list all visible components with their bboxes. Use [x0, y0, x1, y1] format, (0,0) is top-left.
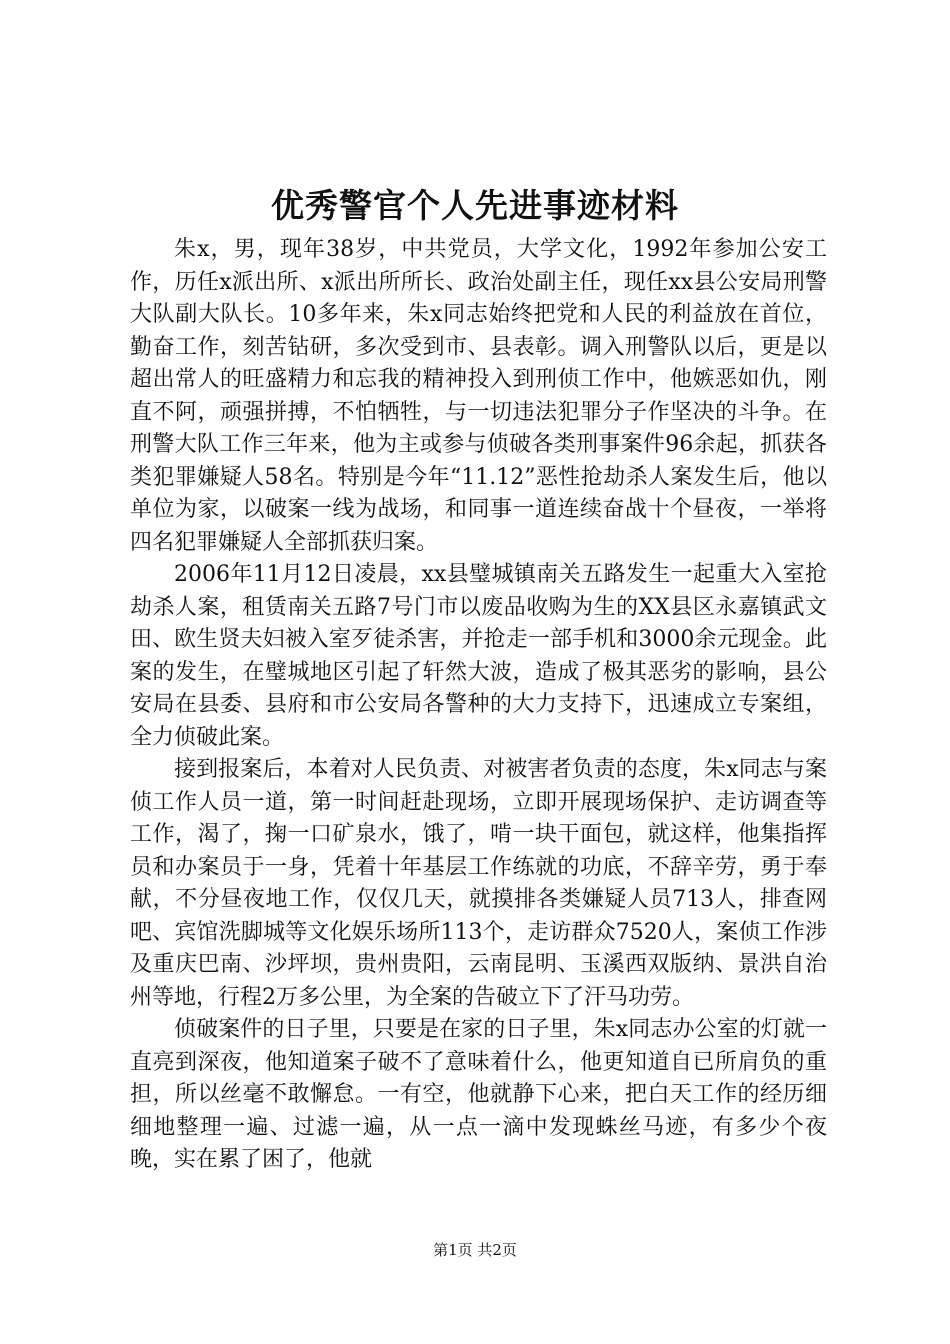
paragraph: 朱x，男，现年38岁，中共党员，大学文化，1992年参加公安工作，历任x派出所、x派出所所长、政治处副主任，现任xx县公安局刑警大队副大队长。10多年来，朱x同志始终把党和人民的利益放在首位，勤奋工作，刻苦钻研，多次受到市、县表彰。调入刑警队以后，更是以超出常人的旺盛精力和忘我的精神投入到刑侦工作中，他嫉恶如仇，刚直不阿，顽强拼搏，不怕牺牲，与一切违法犯罪分子作坚决的斗争。在刑警大队工作三年来，他为主或参与侦破各类刑事案件96余起，抓获各类犯罪嫌疑人58名。特别是今年“11.12”恶性抢劫杀人案发生后，他以单位为家，以破案一线为战场，和同事一道连续奋战十个昼夜，一举将四名犯罪嫌疑人全部抓获归案。 — [130, 237, 827, 555]
document-body — [130, 234, 827, 1177]
paragraph: 接到报案后，本着对人民负责、对被害者负责的态度，朱x同志与案侦工作人员一道，第一时间赶赴现场，立即开展现场保护、走访调查等工作，渴了，掬一口矿泉水，饿了，啃一块干面包，就这样，他集指挥员和办案员于一身，凭着十年基层工作练就的功底，不辞辛劳，勇于奉献，不分昼夜地工作，仅仅几天，就摸排各类嫌疑人员713人，排查网吧、宾馆洗脚城等文化娱乐场所113个，走访群众7520人，案侦工作涉及重庆巴南、沙坪坝，贵州贵阳，云南昆明、玉溪西双版纳、景洪自治州等地，行程2万多公里，为全案的告破立下了汗马功劳。 — [130, 757, 827, 1010]
paragraph: 侦破案件的日子里，只要是在家的日子里，朱x同志办公室的灯就一直亮到深夜，他知道案子破不了意味着什么，他更知道自已所肩负的重担，所以丝毫不敢懈怠。一有空，他就静下心来，把白天工作的经历细细地整理一遍、过滤一遍，从一点一滴中发现蛛丝马迹，有多少个夜晚，实在累了困了，他就 — [130, 1017, 827, 1172]
document-title: 优秀警官个人先进事迹材料 — [271, 186, 679, 225]
page-footer: 第1页 共2页 — [433, 1241, 517, 1259]
paragraph: 2006年11月12日凌晨，xx县璧城镇南关五路发生一起重大入室抢劫杀人案，租赁南关五路7号门市以废品收购为生的XX县区永嘉镇武文田、欧生贤夫妇被入室歹徒杀害，并抢走一部手机和3000余元现金。此案的发生，在璧城地区引起了轩然大波，造成了极其恶劣的影响，县公安局在县委、县府和市公安局各警种的大力支持下，迅速成立专案组，全力侦破此案。 — [130, 562, 827, 750]
